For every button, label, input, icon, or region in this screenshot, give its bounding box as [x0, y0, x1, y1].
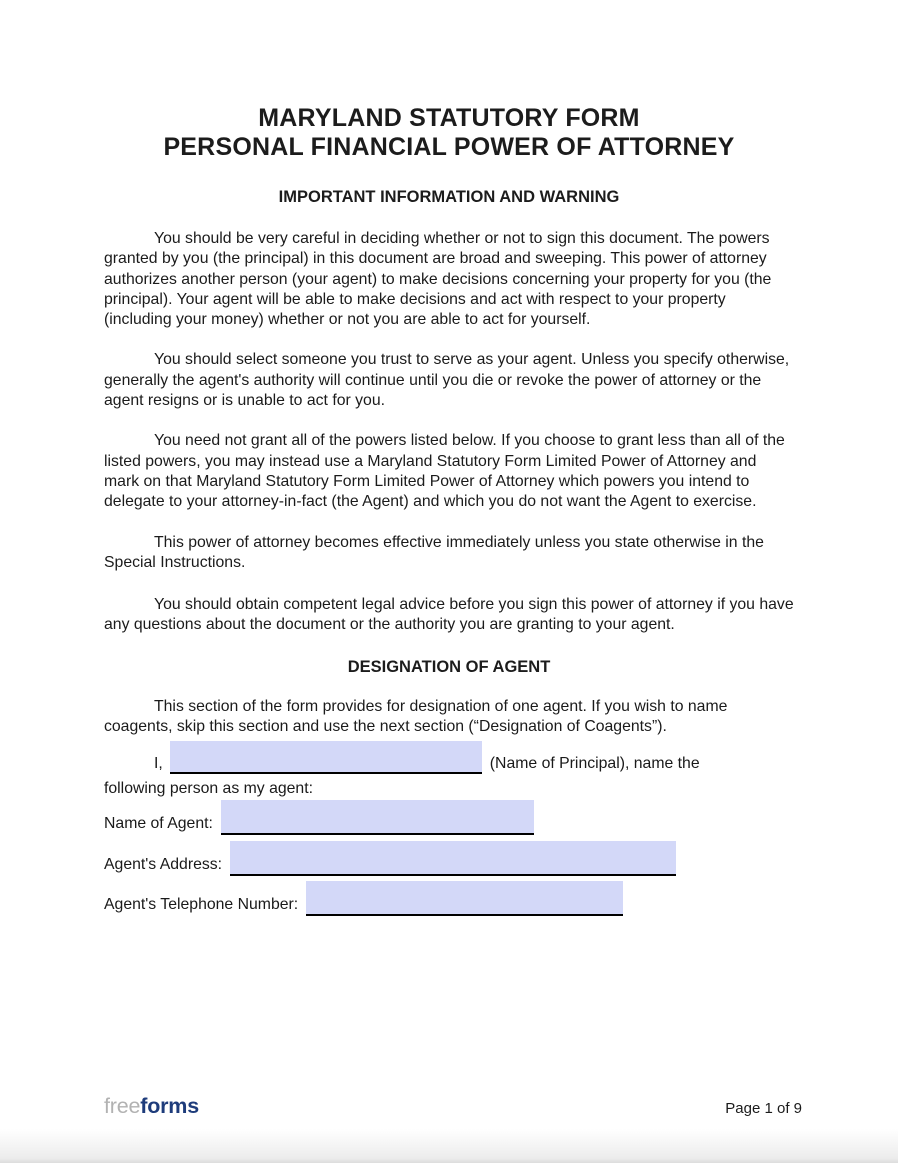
document-title	[104, 104, 794, 162]
agent-phone-label: Agent's Telephone Number:	[104, 896, 299, 914]
section-heading-warning: IMPORTANT INFORMATION AND WARNING	[278, 188, 620, 206]
agent-name-label: Name of Agent:	[104, 815, 213, 833]
page-footer	[104, 1094, 802, 1119]
principal-sentence-prefix: I,	[154, 755, 163, 773]
warning-paragraph-3: You need not grant all of the powers listed below. If you choose to grant less than all of the listed powers, you may instead use a Maryland Statutory Form Limited Power of Attorney and mark on that Maryland Statutory Form Limited Power of Attorney which powers you intend to delegate to your attorney-in-fact (the Agent) and which you do not want the Agent to exercise.	[104, 432, 785, 511]
agent-address-label: Agent's Address:	[104, 856, 223, 874]
agent-address-field[interactable]	[230, 841, 676, 876]
page-number: Page 1 of 9	[725, 1100, 802, 1117]
principal-sentence-after-field: (Name of Principal), name the	[489, 755, 700, 773]
freeforms-logo-forms: forms	[140, 1094, 199, 1118]
agent-name-row	[104, 800, 794, 835]
agent-phone-row	[104, 881, 794, 916]
section-heading-designation: DESIGNATION OF AGENT	[347, 657, 551, 676]
principal-sentence-continuation: following person as my agent:	[104, 780, 313, 798]
document-title-line1: MARYLAND STATUTORY FORM	[258, 104, 640, 132]
document-title-line2: PERSONAL FINANCIAL POWER OF ATTORNEY	[163, 133, 735, 161]
warning-paragraph-2: You should select someone you trust to serve as your agent. Unless you specify otherwise, generally the agent's authority will continue until you die or revoke the power of attorney or the agent resigns or is unable to act for you.	[104, 351, 790, 410]
warning-paragraph-1: You should be very careful in deciding whether or not to sign this document. The powers granted by you (the principal) in this document are broad and sweeping. This power of attorney authorizes another person (your agent) to make decisions concerning your property for you (the principal). Your agent will be able to make decisions and act with respect to your property (including your money) whether or not you are able to act for yourself.	[104, 230, 772, 329]
freeforms-logo	[104, 1094, 199, 1119]
designation-intro-paragraph: This section of the form provides for designation of one agent. If you wish to name coagents, skip this section and use the next section (“Designation of Coagents”).	[104, 697, 728, 736]
freeforms-logo-free: free	[104, 1094, 141, 1118]
agent-address-row	[104, 841, 794, 876]
agent-name-field[interactable]	[221, 800, 534, 835]
principal-sentence-row	[104, 741, 794, 774]
warning-paragraph-5: You should obtain competent legal advice before you sign this power of attorney if you have any questions about the document or the authority you are granting to your agent.	[104, 596, 794, 634]
principal-name-field[interactable]	[170, 741, 482, 774]
page-bottom-edge	[0, 1129, 898, 1163]
agent-phone-field[interactable]	[306, 881, 623, 916]
warning-paragraph-4: This power of attorney becomes effective immediately unless you state otherwise in the Special Instructions.	[104, 533, 764, 571]
